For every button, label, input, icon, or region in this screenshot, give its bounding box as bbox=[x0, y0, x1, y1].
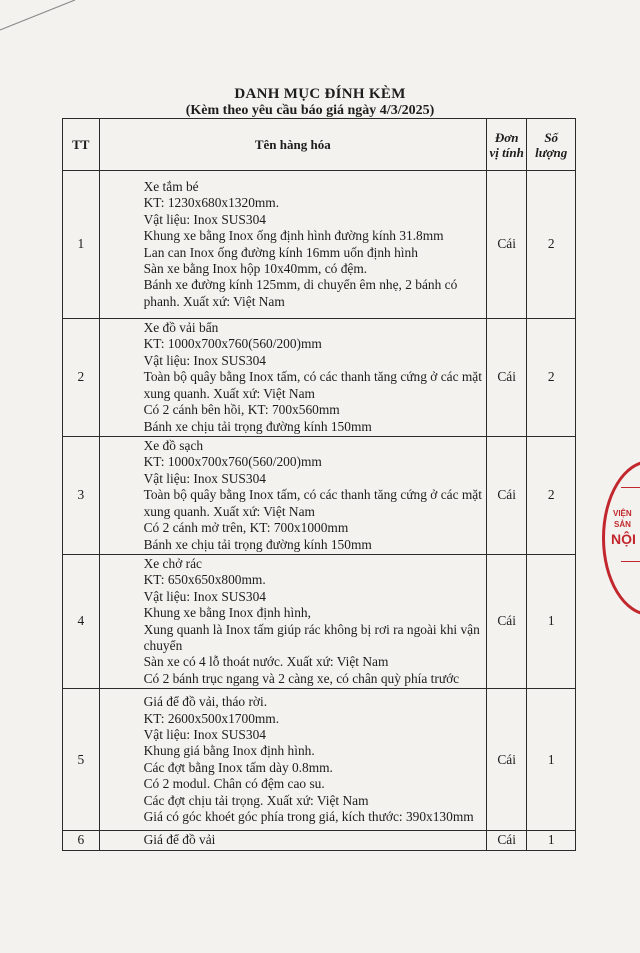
description-line: KT: 650x650x800mm. bbox=[143, 572, 266, 588]
description-line: Toàn bộ quây bằng Inox tấm, có các thanh tăng cứng ở các mặt bbox=[143, 487, 482, 503]
row-number: 6 bbox=[63, 831, 100, 850]
description-line: KT: 1000x700x760(560/200)mm bbox=[143, 336, 322, 352]
description-line: Sàn xe bằng Inox hộp 10x40mm, có đệm. bbox=[143, 260, 368, 276]
item-description bbox=[99, 689, 486, 831]
item-description bbox=[99, 831, 486, 850]
description-line: Khung giá bằng Inox định hình. bbox=[143, 743, 315, 759]
item-description bbox=[99, 171, 486, 319]
description-line: Vật liệu: Inox SUS304 bbox=[143, 588, 266, 604]
item-quantity: 1 bbox=[527, 831, 576, 850]
description-line: Vật liệu: Inox SUS304 bbox=[143, 470, 266, 486]
description-line: xung quanh. Xuất xứ: Việt Nam bbox=[143, 503, 315, 519]
description-line: chuyển bbox=[143, 638, 183, 654]
row-number: 4 bbox=[63, 555, 100, 689]
description-line: Sàn xe có 4 lỗ thoát nước. Xuất xứ: Việt Nam bbox=[143, 654, 389, 670]
description-line: KT: 1000x700x760(560/200)mm bbox=[143, 454, 322, 470]
header-unit: Đơn vị tính bbox=[486, 119, 526, 171]
description-line: Vật liệu: Inox SUS304 bbox=[143, 726, 266, 742]
item-description bbox=[99, 437, 486, 555]
item-quantity: 1 bbox=[527, 555, 576, 689]
page-fold-corner bbox=[0, 0, 110, 80]
description-line: Vật liệu: Inox SUS304 bbox=[143, 352, 266, 368]
item-unit: Cái bbox=[486, 437, 526, 555]
description-line: Lan can Inox ống đường kính 16mm uốn định hình bbox=[143, 244, 418, 260]
item-description bbox=[99, 555, 486, 689]
table-header-row bbox=[63, 119, 576, 171]
item-unit: Cái bbox=[486, 831, 526, 850]
description-line: Xung quanh là Inox tấm giúp rác không bị rơi ra ngoài khi vận bbox=[143, 621, 480, 637]
description-line: Toàn bộ quây bằng Inox tấm, có các thanh tăng cứng ở các mặt bbox=[143, 369, 482, 385]
document-subtitle: (Kèm theo yêu cầu báo giá ngày 4/3/2025) bbox=[185, 103, 435, 118]
item-quantity: 2 bbox=[527, 171, 576, 319]
table-row bbox=[63, 689, 576, 831]
description-line: KT: 1230x680x1320mm. bbox=[143, 195, 280, 211]
header-qty: Số lượng bbox=[527, 119, 576, 171]
description-line: xung quanh. Xuất xứ: Việt Nam bbox=[143, 385, 315, 401]
description-line: Các đợt bằng Inox tấm dày 0.8mm. bbox=[143, 759, 333, 775]
item-quantity: 2 bbox=[527, 437, 576, 555]
item-unit: Cái bbox=[486, 689, 526, 831]
goods-table bbox=[62, 118, 576, 851]
description-line: Bánh xe đường kính 125mm, di chuyển êm nhẹ, 2 bánh có bbox=[143, 277, 458, 293]
description-line: Bánh xe chịu tải trọng đường kính 150mm bbox=[143, 418, 372, 434]
table-row bbox=[63, 831, 576, 850]
description-line: Có 2 cánh mở trên, KT: 700x1000mm bbox=[143, 520, 349, 536]
description-line: Giá có góc khoét góc phía trong giá, kích thước: 390x130mm bbox=[143, 808, 474, 824]
item-quantity: 2 bbox=[527, 319, 576, 437]
row-number: 2 bbox=[63, 319, 100, 437]
description-line: Giá để đồ vải bbox=[143, 832, 216, 848]
row-number: 3 bbox=[63, 437, 100, 555]
header-name: Tên hàng hóa bbox=[99, 119, 486, 171]
table-row bbox=[63, 171, 576, 319]
description-line: Xe đồ vải bẩn bbox=[143, 320, 219, 336]
row-number: 5 bbox=[63, 689, 100, 831]
description-line: Khung xe bằng Inox định hình, bbox=[143, 605, 311, 621]
item-unit: Cái bbox=[486, 555, 526, 689]
table-row bbox=[63, 555, 576, 689]
table-row bbox=[63, 319, 576, 437]
item-unit: Cái bbox=[486, 319, 526, 437]
row-number: 1 bbox=[63, 171, 100, 319]
red-seal-stamp: VIỆN SẢN NỘI bbox=[602, 460, 640, 616]
item-unit: Cái bbox=[486, 171, 526, 319]
header-tt: TT bbox=[63, 119, 100, 171]
description-line: KT: 2600x500x1700mm. bbox=[143, 710, 280, 726]
description-line: Xe tắm bé bbox=[143, 178, 199, 194]
description-line: Các đợt chịu tải trọng. Xuất xứ: Việt Nam bbox=[143, 792, 369, 808]
item-quantity: 1 bbox=[527, 689, 576, 831]
description-line: Vật liệu: Inox SUS304 bbox=[143, 211, 266, 227]
description-line: Bánh xe chịu tải trọng đường kính 150mm bbox=[143, 536, 372, 552]
description-line: Giá để đồ vải, tháo rời. bbox=[143, 694, 268, 710]
description-line: Xe đồ sạch bbox=[143, 438, 204, 454]
document-title: DANH MỤC ĐÍNH KÈM bbox=[234, 86, 406, 102]
item-description bbox=[99, 319, 486, 437]
description-line: Có 2 bánh trục ngang và 2 càng xe, có chân quỳ phía trước bbox=[143, 670, 460, 686]
description-line: Có 2 modul. Chân có đệm cao su. bbox=[143, 776, 325, 792]
table-row bbox=[63, 437, 576, 555]
description-line: Có 2 cánh bên hồi, KT: 700x560mm bbox=[143, 402, 340, 418]
description-line: Khung xe bằng Inox ống định hình đường kính 31.8mm bbox=[143, 228, 444, 244]
description-line: phanh. Xuất xứ: Việt Nam bbox=[143, 293, 285, 309]
description-line: Xe chở rác bbox=[143, 556, 202, 571]
